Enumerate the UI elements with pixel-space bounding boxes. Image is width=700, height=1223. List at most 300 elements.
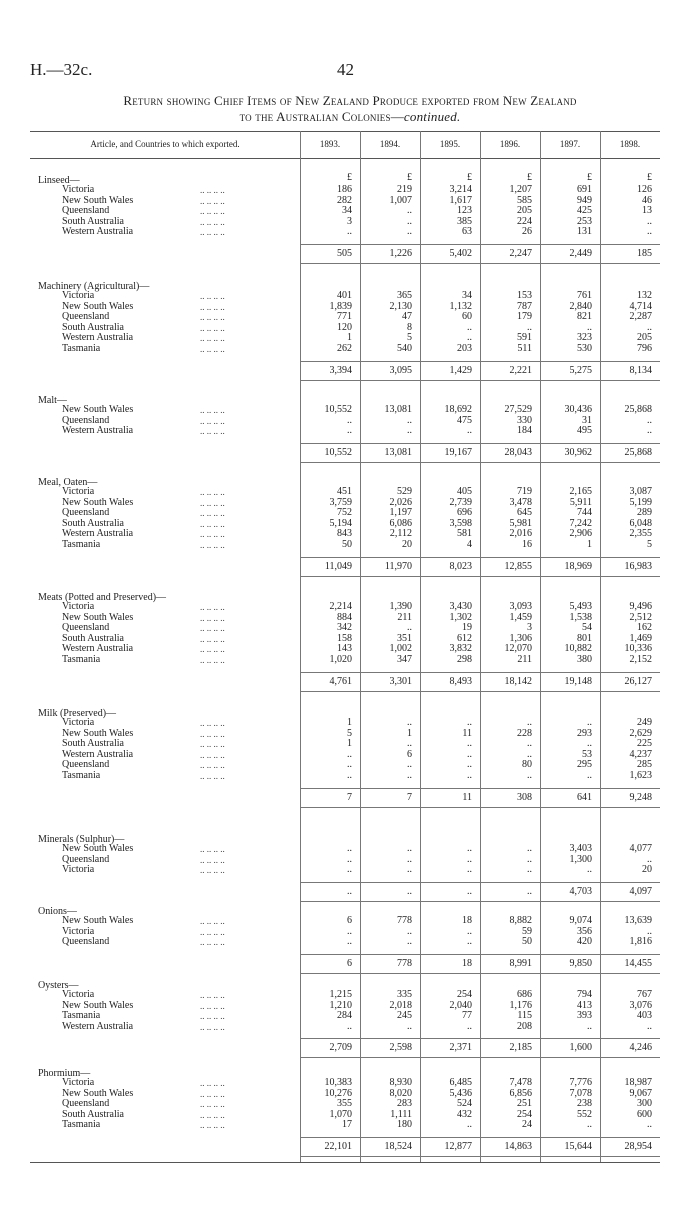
value-cell: 80 xyxy=(522,759,532,771)
value-cell: 46 xyxy=(642,194,652,206)
value-cell: .. xyxy=(407,925,412,937)
value-cell: 3,403 xyxy=(569,843,592,854)
total-row xyxy=(0,561,700,573)
value-cell: 4 xyxy=(467,539,472,550)
value-cell: 123 xyxy=(457,205,472,217)
value-cell: .. xyxy=(467,759,472,771)
value-cell: 342 xyxy=(337,622,352,634)
value-cell: 254 xyxy=(517,1108,532,1120)
value-cell: .. xyxy=(587,864,592,876)
value-cell: 1,302 xyxy=(449,611,472,623)
value-cell: 12,070 xyxy=(504,643,532,655)
table-row xyxy=(0,623,700,633)
value-cell: 219 xyxy=(397,184,412,195)
value-cell: .. xyxy=(407,215,412,227)
value-cell: 1,816 xyxy=(629,936,652,948)
country-name: Victoria xyxy=(62,864,95,876)
value-cell: .. xyxy=(407,414,412,426)
table-row xyxy=(0,519,700,529)
leader-dots: .. .. .. .. xyxy=(200,195,225,206)
total-cell: .. xyxy=(527,885,532,897)
section-title: Phormium— xyxy=(38,1068,91,1079)
total-top-rule xyxy=(300,672,660,673)
value-cell: 3,087 xyxy=(629,486,652,497)
value-cell: 7,242 xyxy=(569,517,592,529)
value-cell: 612 xyxy=(457,632,472,644)
country-name: South Australia xyxy=(62,1108,124,1120)
total-cell: 1,226 xyxy=(389,248,412,259)
value-cell: .. xyxy=(467,748,472,760)
leader-dots: .. .. .. .. xyxy=(200,529,225,540)
table-row xyxy=(0,227,700,237)
leader-dots: .. .. .. .. xyxy=(200,739,225,750)
value-cell: 3 xyxy=(347,215,352,227)
value-cell: .. xyxy=(467,332,472,344)
value-cell: 524 xyxy=(457,1098,472,1110)
leader-dots: .. .. .. .. xyxy=(200,854,225,865)
value-cell: 205 xyxy=(517,205,532,217)
value-cell: 2,739 xyxy=(449,496,472,508)
table-row xyxy=(0,1001,700,1011)
total-cell: 18,524 xyxy=(384,1141,412,1152)
currency-symbol: £ xyxy=(587,172,592,183)
value-cell: 1,215 xyxy=(329,989,352,1000)
leader-dots: .. .. .. .. xyxy=(200,760,225,771)
value-cell: .. xyxy=(467,936,472,948)
total-top-rule xyxy=(300,882,660,883)
value-cell: 54 xyxy=(582,622,592,634)
value-cell: 143 xyxy=(337,643,352,655)
leader-dots: .. .. .. .. xyxy=(200,426,225,437)
value-cell: 645 xyxy=(517,507,532,519)
value-cell: 9,067 xyxy=(629,1087,652,1099)
country-name: New South Wales xyxy=(62,999,134,1011)
value-cell: 6,485 xyxy=(449,1077,472,1088)
country-name: Tasmania xyxy=(62,539,101,550)
value-cell: 60 xyxy=(462,311,472,323)
total-row xyxy=(0,1141,700,1153)
table-row xyxy=(0,291,700,301)
country-name: Queensland xyxy=(62,507,110,519)
leader-dots: .. .. .. .. xyxy=(200,612,225,623)
country-name: Western Australia xyxy=(62,643,134,655)
leader-dots: .. .. .. .. xyxy=(200,623,225,634)
value-cell: 843 xyxy=(337,528,352,540)
value-cell: 3 xyxy=(527,622,532,634)
value-cell: 3,093 xyxy=(509,601,532,612)
total-cell: 18 xyxy=(462,957,472,969)
value-cell: .. xyxy=(647,226,652,238)
total-bottom-rule xyxy=(300,973,660,974)
value-cell: .. xyxy=(467,925,472,937)
currency-symbol: £ xyxy=(647,172,652,183)
value-cell: .. xyxy=(527,853,532,865)
value-cell: .. xyxy=(647,1119,652,1131)
leader-dots: .. .. .. .. xyxy=(200,1109,225,1120)
value-cell: 1,176 xyxy=(509,999,532,1011)
value-cell: .. xyxy=(347,226,352,238)
value-cell: .. xyxy=(467,864,472,876)
value-cell: 205 xyxy=(637,332,652,344)
value-cell: 2,840 xyxy=(569,300,592,312)
table-row xyxy=(0,990,700,1000)
total-cell: 28,043 xyxy=(504,446,532,458)
value-cell: .. xyxy=(347,925,352,937)
value-cell: .. xyxy=(527,770,532,781)
value-cell: 1 xyxy=(347,738,352,750)
value-cell: 18 xyxy=(462,915,472,926)
value-cell: 53 xyxy=(582,748,592,760)
leader-dots: .. .. .. .. xyxy=(200,206,225,217)
value-cell: .. xyxy=(407,759,412,771)
value-cell: .. xyxy=(347,770,352,781)
value-cell: 132 xyxy=(637,290,652,301)
leader-dots: .. .. .. .. xyxy=(200,990,225,1000)
value-cell: 365 xyxy=(397,290,412,301)
total-cell: 15,644 xyxy=(564,1141,592,1152)
value-cell: .. xyxy=(467,1119,472,1131)
country-name: Victoria xyxy=(62,925,95,937)
total-cell: 1,600 xyxy=(569,1042,592,1054)
value-cell: 719 xyxy=(517,486,532,497)
total-cell: .. xyxy=(467,885,472,897)
table-row xyxy=(0,1011,700,1021)
leader-dots: .. .. .. .. xyxy=(200,1099,225,1110)
total-top-rule xyxy=(300,557,660,558)
leader-dots: .. .. .. .. xyxy=(200,844,225,854)
table-row xyxy=(0,1120,700,1130)
value-cell: .. xyxy=(527,717,532,728)
leader-dots: .. .. .. .. xyxy=(200,333,225,344)
total-row xyxy=(0,676,700,688)
value-cell: .. xyxy=(467,321,472,333)
country-name: Queensland xyxy=(62,1098,110,1110)
value-cell: 778 xyxy=(397,915,412,926)
value-cell: 13,081 xyxy=(384,404,412,415)
total-cell: 19,167 xyxy=(444,446,472,458)
table-row xyxy=(0,634,700,644)
column-header-year: 1898. xyxy=(619,139,641,149)
value-cell: 949 xyxy=(577,194,592,206)
country-name: Queensland xyxy=(62,759,110,771)
value-cell: 787 xyxy=(517,300,532,312)
total-cell: 4,246 xyxy=(629,1042,652,1054)
table-row xyxy=(0,312,700,322)
total-top-rule xyxy=(300,1137,660,1138)
total-top-rule xyxy=(300,954,660,955)
value-cell: 393 xyxy=(577,1010,592,1022)
value-cell: 59 xyxy=(522,925,532,937)
value-cell: 323 xyxy=(577,332,592,344)
total-cell: 22,101 xyxy=(324,1141,352,1152)
value-cell: .. xyxy=(347,853,352,865)
value-cell: 8,020 xyxy=(389,1087,412,1099)
total-cell: 641 xyxy=(577,791,592,803)
country-name: South Australia xyxy=(62,632,124,644)
value-cell: 5,194 xyxy=(329,517,352,529)
value-cell: .. xyxy=(587,738,592,750)
value-cell: 1,070 xyxy=(329,1108,352,1120)
leader-dots: .. .. .. .. xyxy=(200,1078,225,1088)
value-cell: 530 xyxy=(577,343,592,354)
value-cell: 1,538 xyxy=(569,611,592,623)
currency-symbol: £ xyxy=(527,172,532,183)
value-cell: 19 xyxy=(462,622,472,634)
value-cell: .. xyxy=(347,864,352,876)
total-cell: 4,703 xyxy=(569,885,592,897)
value-cell: 9,074 xyxy=(569,915,592,926)
value-cell: .. xyxy=(347,425,352,437)
total-cell: .. xyxy=(407,885,412,897)
value-cell: 2,214 xyxy=(329,601,352,612)
total-cell: 14,863 xyxy=(504,1141,532,1152)
value-cell: 347 xyxy=(397,654,412,665)
total-bottom-rule xyxy=(300,263,660,264)
value-cell: .. xyxy=(467,843,472,854)
country-name: New South Wales xyxy=(62,300,134,312)
leader-dots: .. .. .. .. xyxy=(200,1000,225,1011)
value-cell: .. xyxy=(647,853,652,865)
total-cell: 8,493 xyxy=(449,675,472,687)
value-cell: .. xyxy=(407,853,412,865)
value-cell: 6,856 xyxy=(509,1087,532,1099)
value-cell: 10,383 xyxy=(324,1077,352,1088)
value-cell: 184 xyxy=(517,425,532,437)
total-bottom-rule xyxy=(300,576,660,577)
value-cell: 5,199 xyxy=(629,496,652,508)
value-cell: 1,020 xyxy=(329,654,352,665)
value-cell: 451 xyxy=(337,486,352,497)
value-cell: 7,078 xyxy=(569,1087,592,1099)
leader-dots: .. .. .. .. xyxy=(200,749,225,760)
value-cell: 801 xyxy=(577,632,592,644)
total-row xyxy=(0,792,700,804)
country-name: South Australia xyxy=(62,517,124,529)
value-cell: 385 xyxy=(457,215,472,227)
value-cell: .. xyxy=(407,717,412,728)
total-bottom-rule xyxy=(300,807,660,808)
value-cell: 401 xyxy=(337,290,352,301)
total-cell: 2,709 xyxy=(329,1042,352,1054)
leader-dots: .. .. .. .. xyxy=(200,405,225,415)
value-cell: 6 xyxy=(407,748,412,760)
value-cell: 13 xyxy=(642,205,652,217)
page-number: 42 xyxy=(337,60,354,79)
value-cell: 30,436 xyxy=(564,404,592,415)
value-cell: .. xyxy=(407,226,412,238)
total-cell: 505 xyxy=(337,248,352,259)
table-row xyxy=(0,529,700,539)
value-cell: 162 xyxy=(637,622,652,634)
table-row xyxy=(0,217,700,227)
value-cell: 289 xyxy=(637,507,652,519)
value-cell: 3,214 xyxy=(449,184,472,195)
value-cell: 1 xyxy=(347,717,352,728)
value-cell: 2,026 xyxy=(389,496,412,508)
table-row xyxy=(0,1099,700,1109)
value-cell: 3,076 xyxy=(629,999,652,1011)
total-cell: 11,970 xyxy=(384,560,412,572)
leader-dots: .. .. .. .. xyxy=(200,1088,225,1099)
total-cell: 16,983 xyxy=(624,560,652,572)
table-row xyxy=(0,487,700,497)
value-cell: 77 xyxy=(462,1010,472,1022)
value-cell: 540 xyxy=(397,343,412,354)
value-cell: 179 xyxy=(517,311,532,323)
total-cell: 2,185 xyxy=(509,1042,532,1054)
value-cell: 3,598 xyxy=(449,517,472,529)
value-cell: .. xyxy=(407,936,412,948)
value-cell: 284 xyxy=(337,1010,352,1022)
value-cell: 1,469 xyxy=(629,632,652,644)
leader-dots: .. .. .. .. xyxy=(200,1120,225,1131)
value-cell: 295 xyxy=(577,759,592,771)
value-cell: 744 xyxy=(577,507,592,519)
value-cell: 591 xyxy=(517,332,532,344)
total-cell: 8,991 xyxy=(509,957,532,969)
value-cell: 6,086 xyxy=(389,517,412,529)
value-cell: 2,018 xyxy=(389,999,412,1011)
leader-dots: .. .. .. .. xyxy=(200,185,225,195)
total-cell: 26,127 xyxy=(624,675,652,687)
value-cell: .. xyxy=(527,321,532,333)
value-cell: 6 xyxy=(347,915,352,926)
total-cell: 12,855 xyxy=(504,560,532,572)
table-row xyxy=(0,323,700,333)
value-cell: 245 xyxy=(397,1010,412,1022)
total-bottom-rule xyxy=(300,1156,660,1157)
value-cell: 330 xyxy=(517,414,532,426)
value-cell: .. xyxy=(467,853,472,865)
total-cell: 13,081 xyxy=(384,446,412,458)
value-cell: .. xyxy=(347,759,352,771)
leader-dots: .. .. .. .. xyxy=(200,487,225,497)
value-cell: 2,287 xyxy=(629,311,652,323)
value-cell: 1,617 xyxy=(449,194,472,206)
leader-dots: .. .. .. .. xyxy=(200,771,225,781)
value-cell: 298 xyxy=(457,654,472,665)
value-cell: 5 xyxy=(347,727,352,739)
country-name: Victoria xyxy=(62,184,95,195)
value-cell: 585 xyxy=(517,194,532,206)
value-cell: 3,430 xyxy=(449,601,472,612)
value-cell: 794 xyxy=(577,989,592,1000)
value-cell: .. xyxy=(347,843,352,854)
table-row xyxy=(0,760,700,770)
total-cell: 2,221 xyxy=(509,364,532,376)
total-cell: 2,449 xyxy=(569,248,592,259)
value-cell: 10,336 xyxy=(624,643,652,655)
country-name: Western Australia xyxy=(62,425,134,437)
value-cell: 225 xyxy=(637,738,652,750)
leader-dots: .. .. .. .. xyxy=(200,508,225,519)
value-cell: 2,112 xyxy=(389,528,412,540)
value-cell: 1,390 xyxy=(389,601,412,612)
value-cell: .. xyxy=(587,1020,592,1032)
total-cell: 11,049 xyxy=(324,560,352,572)
value-cell: .. xyxy=(527,864,532,876)
table-row xyxy=(0,405,700,415)
value-cell: .. xyxy=(467,1020,472,1032)
total-cell: 308 xyxy=(517,791,532,803)
value-cell: 752 xyxy=(337,507,352,519)
table-row xyxy=(0,508,700,518)
total-cell: 12,877 xyxy=(444,1141,472,1152)
value-cell: 425 xyxy=(577,205,592,217)
country-name: Tasmania xyxy=(62,1010,101,1022)
value-cell: 5,436 xyxy=(449,1087,472,1099)
column-header-year: 1895. xyxy=(439,139,461,149)
value-cell: .. xyxy=(647,925,652,937)
value-cell: 1,207 xyxy=(509,184,532,195)
value-cell: 203 xyxy=(457,343,472,354)
value-cell: 1,839 xyxy=(329,300,352,312)
table-row xyxy=(0,344,700,354)
table-row xyxy=(0,613,700,623)
document-code: H.—32c. xyxy=(30,60,93,79)
country-name: Victoria xyxy=(62,1077,95,1088)
value-cell: 2,629 xyxy=(629,727,652,739)
country-name: Victoria xyxy=(62,290,95,301)
value-cell: 380 xyxy=(577,654,592,665)
value-cell: 20 xyxy=(642,864,652,876)
country-name: Tasmania xyxy=(62,1119,101,1131)
total-cell: 2,247 xyxy=(509,248,532,259)
total-cell: 1,429 xyxy=(449,364,472,376)
total-cell: 5,275 xyxy=(569,364,592,376)
total-cell: 3,301 xyxy=(389,675,412,687)
value-cell: 293 xyxy=(577,727,592,739)
value-cell: 351 xyxy=(397,632,412,644)
country-name: Tasmania xyxy=(62,343,101,354)
value-cell: 403 xyxy=(637,1010,652,1022)
section-title: Linseed— xyxy=(38,175,80,186)
total-cell: 185 xyxy=(637,248,652,259)
total-bottom-rule xyxy=(300,691,660,692)
country-name: Queensland xyxy=(62,853,110,865)
value-cell: 253 xyxy=(577,215,592,227)
value-cell: 7,776 xyxy=(569,1077,592,1088)
value-cell: .. xyxy=(647,215,652,227)
value-cell: 17 xyxy=(342,1119,352,1131)
table-row xyxy=(0,718,700,728)
value-cell: 5,911 xyxy=(569,496,592,508)
country-name: New South Wales xyxy=(62,843,134,854)
country-name: New South Wales xyxy=(62,727,134,739)
value-cell: 11 xyxy=(462,727,472,739)
value-cell: 18,987 xyxy=(624,1077,652,1088)
total-cell: 18,142 xyxy=(504,675,532,687)
value-cell: 249 xyxy=(637,717,652,728)
value-cell: 1,459 xyxy=(509,611,532,623)
value-cell: 16 xyxy=(522,539,532,550)
leader-dots: .. .. .. .. xyxy=(200,415,225,426)
leader-dots: .. .. .. .. xyxy=(200,655,225,665)
country-name: Queensland xyxy=(62,622,110,634)
value-cell: 8,930 xyxy=(389,1077,412,1088)
total-bottom-rule xyxy=(300,901,660,902)
value-cell: 7,478 xyxy=(509,1077,532,1088)
value-cell: 1,002 xyxy=(389,643,412,655)
value-cell: 47 xyxy=(402,311,412,323)
value-cell: 600 xyxy=(637,1108,652,1120)
leader-dots: .. .. .. .. xyxy=(200,926,225,937)
column-header-article: Article, and Countries to which exported. xyxy=(90,139,240,149)
value-cell: .. xyxy=(527,738,532,750)
value-cell: 356 xyxy=(577,925,592,937)
total-cell: 19,148 xyxy=(564,675,592,687)
country-name: Western Australia xyxy=(62,226,134,238)
